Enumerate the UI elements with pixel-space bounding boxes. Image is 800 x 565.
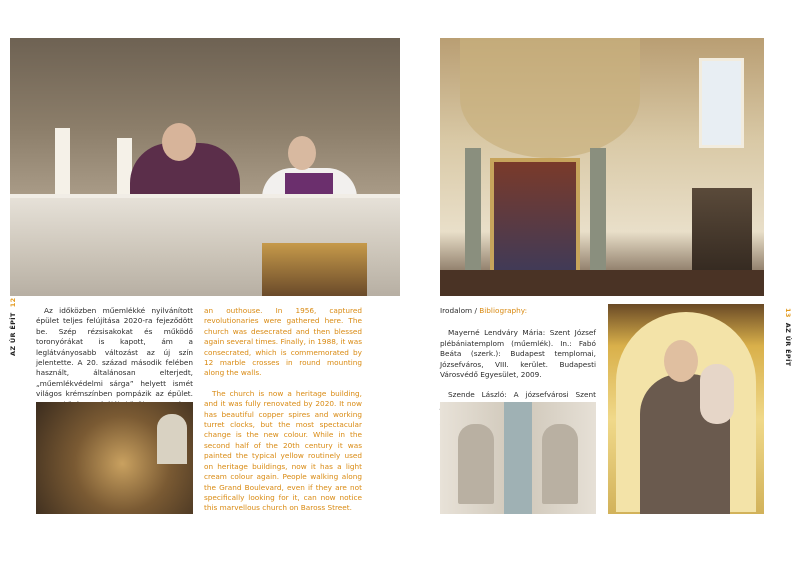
altar-niche [458,424,494,504]
bibliography-entry: Mayerné Lendváry Mária: Szent József plébániatemplom (műemlék). In.: Fabó Beáta (szerk.): Budapest templomai, Józsefváros, VIII. kerület. Budapesti Városvédő Egyesület, 2009. [440,328,596,380]
photo-church-interior [440,38,764,296]
christ-child-figure [700,364,734,424]
icon-painting [262,243,367,296]
main-altarpiece [490,158,580,278]
photo-holy-mass [10,38,400,296]
body-paragraph-hu: Az időközben műemlékké nyilvánított épület teljes felújítása 2020-ra fejeződött be. Szép rézsisakokat és működő toronyórákat is kapott, ám a leglátványosabb változást az új szín jelentette. A 20. század második felében használt, általánosan elterjedt, „műemlékvédelmi sárga” helyett ismét világos krémszínben pompázik az épület. [36,306,193,399]
assisting-priest-head [288,136,316,170]
english-text-column [204,306,362,524]
bibliography-heading-hu: Irodalom / [440,306,480,315]
painted-vault [460,38,640,158]
altar-candle [55,128,70,203]
photo-gilded-angel [36,402,193,514]
bibliography-heading-en: Bibliography: [479,306,528,315]
photo-side-altars [440,402,596,514]
altar-niche [542,424,578,504]
page-number: 13 [784,308,792,318]
pillar [504,402,532,514]
arched-window [157,414,187,464]
running-head-section: AZ ÚR ÉPÍT [784,322,792,367]
body-paragraph-en-1: an outhouse. In 1956, captured revolutionaries were gathered here. The church was desecrated and then blessed again several times. Finally, in 1988, it was consecrated, which is commemorated by 12 marble crosses in round mounting along the walls. [204,306,362,378]
running-head-left [9,298,17,356]
bibliography-entry: Szende László: A józsefvárosi Szent [448,390,596,400]
celebrant-head [162,123,196,161]
body-paragraph-en-2: The church is now a heritage building, and it was fully renovated by 2020. It now has beautiful copper spires and working turret clocks, but the most spectacular change is the new colour. While in the second half of the 20th century it was painted the typical yellow routinely used on heritage buildings, now it has a light cream colour again. People walking along the Grand Boulevard, even if they are not specifically looking for it, can now notice this marvellous church on Baross Street. [204,388,362,513]
page-number: 12 [9,297,17,308]
church-window [699,58,744,148]
running-head-section: AZ ÚR ÉPÍT [9,312,17,356]
running-head-right [784,308,792,366]
pews [440,270,764,296]
bibliography-heading [440,306,596,316]
statue-head [664,340,698,382]
photo-saint-statue [608,304,764,514]
